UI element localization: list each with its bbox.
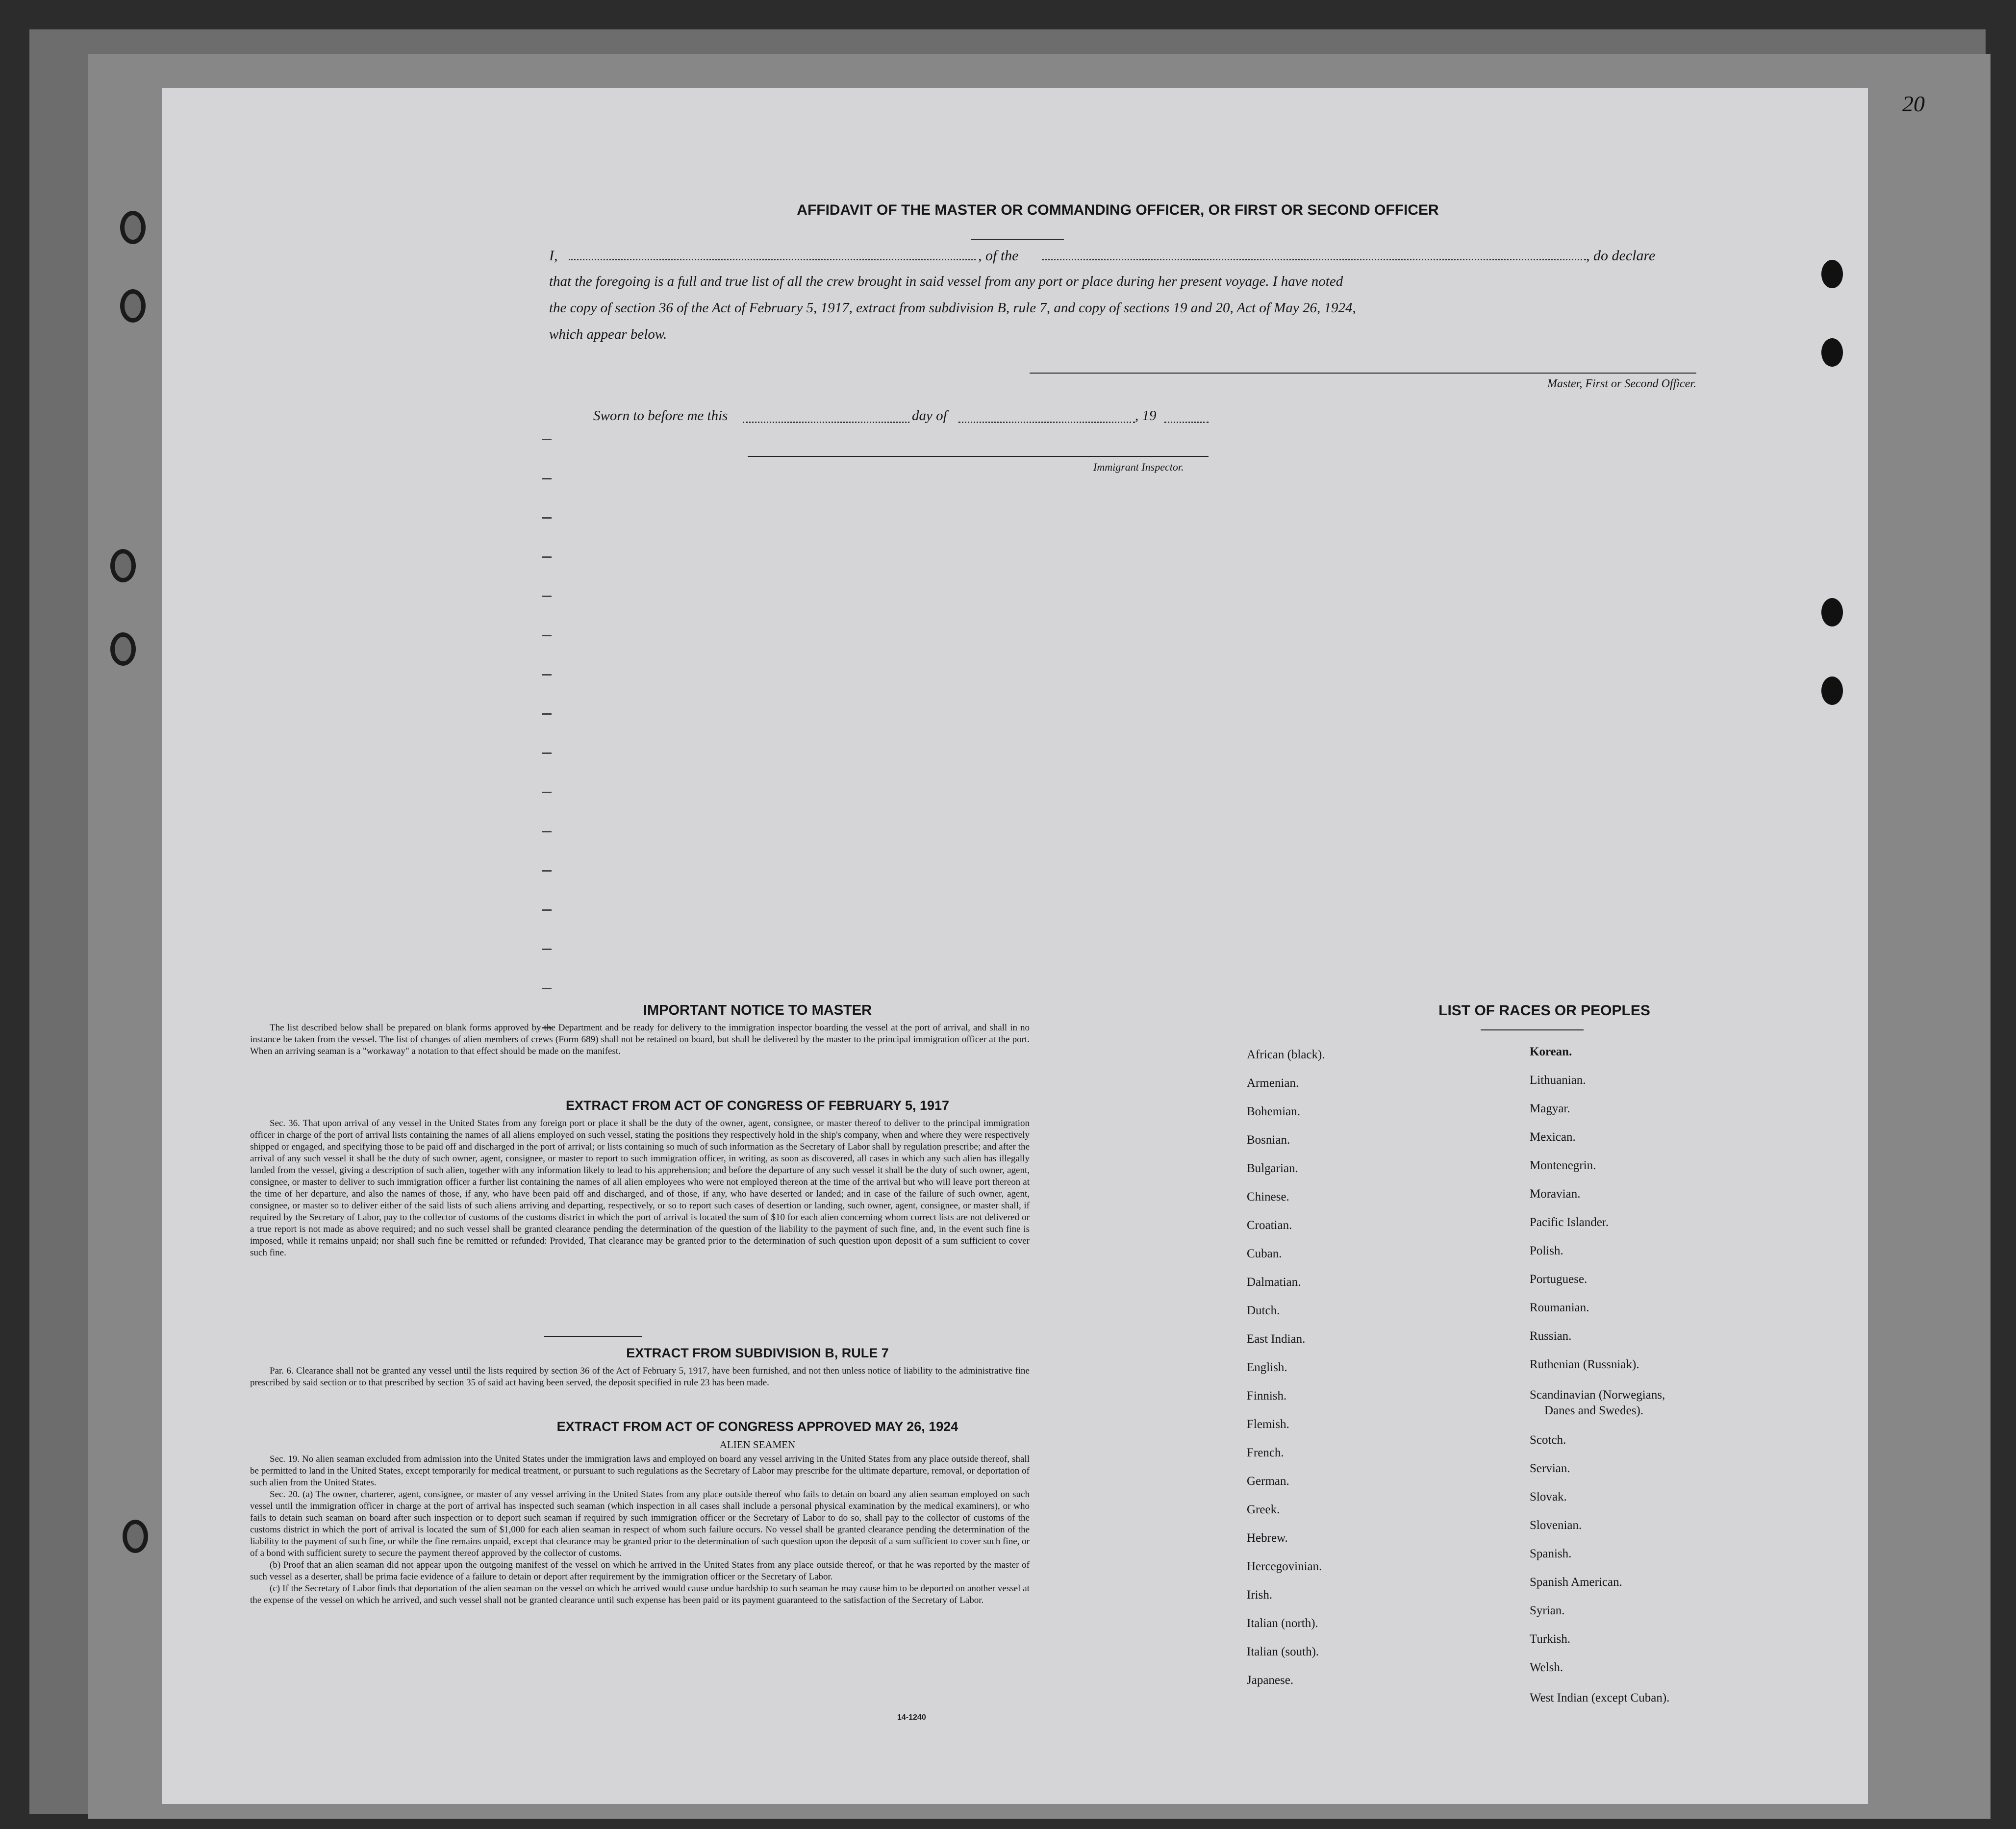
divider: [544, 1336, 642, 1337]
race-item: Bosnian.: [1247, 1133, 1290, 1147]
binder-hole: [120, 211, 146, 244]
extract-1917-title: EXTRACT FROM ACT OF CONGRESS OF FEBRUARY 5, 1917: [565, 1098, 950, 1113]
ledger-mark: [542, 870, 552, 872]
sworn-day-blank: [743, 422, 909, 423]
race-item: Korean.: [1530, 1045, 1572, 1058]
race-item: Polish.: [1530, 1244, 1563, 1257]
race-item: Roumanian.: [1530, 1301, 1589, 1314]
race-item: Chinese.: [1247, 1190, 1289, 1203]
race-item: Cuban.: [1247, 1247, 1282, 1260]
section-20b: (b) Proof that an alien seaman did not appear upon the outgoing manifest of the vessel on which he arrived in the United States from any place outside thereof, or that he was reported by the master of such vessel as a deserter, shall be prima facie evidence of a failure to detain or deport after requirement by the immigration officer or the Secretary of Labor.: [250, 1560, 1030, 1582]
extract-1917-body: Sec. 36. That upon arrival of any vessel in the United States from any foreign port or place it shall be the duty of the owner, agent, consignee, or master thereof to deliver to the principal immigration officer in charge of the port of arrival lists containing the names of all aliens employed on such vessel, stating the positions they respectively hold in the ship's company, when and where they were respectively shipped or engaged, and specifying those to be paid off and discharged in the port of arrival; or lists containing so much of such information as the Secretary of Labor shall by regulation prescribe; and after the arrival of any such vessel it shall be the duty of such owner, agent, consignee, or master to report to such immigration officer, in writing, as soon as discovered, all cases in which any such alien has illegally landed from the vessel, giving a description of such alien, together with any information likely to lead to his apprehension; and before the departure of any such vessel it shall be the duty of such owner, agent, consignee, or master to deliver to such immigration officer a further list containing the names of all alien employees who were not employed thereon at the time of the arrival but who will leave port thereon at the time of her departure, and also the names of those, if any, who have been paid off and discharged, and of those, if any, who have deserted or landed; and in case of the failure of such owner, agent, consignee, or master so to deliver either of the said lists of such aliens arriving and departing, respectively, or so to report such cases of desertion or landing, such owner, agent, consignee, or master shall, if required by the Secretary of Labor, pay to the collector of customs of the customs district in which the port of arrival is located the sum of $10 for each alien concerning whom correct lists are not delivered or a true report is not made as above required; and no such vessel shall be granted clearance pending the determination of the question of the liability to the payment of such fine, and, in the event such fine is imposed, while it remains unpaid; nor shall such fine be remitted or refunded: Provided, That clearance may be granted prior to the determination of such question upon deposit of a sum sufficient to cover such fine.: [250, 1118, 1030, 1258]
inspector-signature-line: [748, 456, 1209, 457]
rule7-body: Par. 6. Clearance shall not be granted any vessel until the lists required by section 36 of the Act of February 5, 1917, have been furnished, and not then unless notice of liability to the administrative fine prescribed by said section or to that prescribed by section 35 of said act having been served, the deposit specified in rule 23 has been made.: [250, 1366, 1030, 1388]
ledger-mark: [542, 439, 552, 440]
ledger-mark: [542, 635, 552, 636]
ledger-mark: [542, 713, 552, 715]
race-item: Armenian.: [1247, 1077, 1299, 1090]
binder-hole: [110, 632, 136, 666]
race-item: Mexican.: [1530, 1130, 1576, 1144]
affidavit-text-4: which appear below.: [549, 326, 667, 342]
ledger-mark: [542, 752, 552, 754]
sworn-label: Sworn to before me this: [593, 408, 728, 424]
race-item: Bohemian.: [1247, 1105, 1301, 1118]
race-item: Pacific Islander.: [1530, 1216, 1609, 1229]
binder-hole: [110, 549, 136, 582]
race-item: Slovenian.: [1530, 1519, 1582, 1532]
race-item: German.: [1247, 1475, 1289, 1488]
binder-hole: [120, 289, 146, 323]
manifest-page: [162, 88, 1868, 1804]
extract-1924-title: EXTRACT FROM ACT OF CONGRESS APPROVED MAY 26, 1924: [556, 1419, 958, 1434]
year-blank: [1164, 422, 1209, 423]
race-item: Moravian.: [1530, 1187, 1581, 1201]
name-blank: [569, 259, 976, 260]
race-item: Hercegovinian.: [1247, 1560, 1322, 1573]
race-item: Italian (south).: [1247, 1645, 1319, 1658]
ledger-mark: [542, 949, 552, 950]
extract-1924-body: [250, 1453, 1030, 1606]
inspector-caption: Immigrant Inspector.: [1093, 461, 1184, 473]
race-item: Irish.: [1247, 1588, 1273, 1602]
ledger-mark: [542, 556, 552, 558]
race-item: Russian.: [1530, 1329, 1572, 1343]
binder-hole: [123, 1520, 148, 1553]
year-label: , 19: [1135, 408, 1157, 424]
ledger-mark: [542, 596, 552, 597]
ledger-mark: [542, 478, 552, 479]
race-item: Flemish.: [1247, 1418, 1289, 1431]
month-blank: [958, 422, 1135, 423]
race-item: Ruthenian (Russniak).: [1530, 1358, 1639, 1371]
affidavit-title: AFFIDAVIT OF THE MASTER OR COMMANDING OFFICER, OR FIRST OR SECOND OFFICER: [797, 202, 1439, 218]
ledger-mark: [542, 831, 552, 832]
race-item: Hebrew.: [1247, 1531, 1288, 1545]
race-item: Scandinavian (Norwegians,: [1530, 1388, 1665, 1402]
divider: [1481, 1029, 1584, 1030]
race-item: Japanese.: [1247, 1674, 1294, 1687]
margin-note: 20: [1902, 91, 1925, 116]
notice-title: IMPORTANT NOTICE TO MASTER: [643, 1002, 872, 1018]
race-item: Slovak.: [1530, 1490, 1567, 1503]
vessel-blank: [1042, 259, 1586, 260]
race-item: Finnish.: [1247, 1389, 1287, 1403]
section-19: Sec. 19. No alien seaman excluded from admission into the United States under the immigration laws and employed on board any vessel arriving in the United States from any place outside thereof, shall be permitted to land in the United States, except temporarily for medical treatment, or pursuant to such regulations as the Secretary of Labor may prescribe for the ultimate departure, removal, or deportation of such alien from the United States.: [250, 1454, 1030, 1488]
races-title: LIST OF RACES OR PEOPLES: [1438, 1002, 1650, 1019]
ledger-mark: [542, 792, 552, 793]
ledger-mark: [542, 988, 552, 989]
race-item: Welsh.: [1530, 1661, 1563, 1674]
punch-hole: [1821, 260, 1843, 288]
race-item: Bulgarian.: [1247, 1162, 1298, 1175]
affidavit-text-2: that the foregoing is a full and true list of all the crew brought in said vessel from any port or place during her present voyage. I have noted: [549, 274, 1343, 289]
race-item: English.: [1247, 1361, 1287, 1374]
affidavit-do-declare: , do declare: [1586, 248, 1656, 264]
race-item: Danes and Swedes).: [1544, 1404, 1644, 1417]
ledger-mark: [542, 674, 552, 676]
race-item: Portuguese.: [1530, 1273, 1588, 1286]
race-item: Magyar.: [1530, 1102, 1570, 1115]
race-item: Lithuanian.: [1530, 1074, 1586, 1087]
race-item: Scotch.: [1530, 1433, 1566, 1447]
affidavit-of-the: , of the: [978, 248, 1019, 264]
race-item: Italian (north).: [1247, 1617, 1318, 1630]
punch-hole: [1821, 676, 1843, 705]
affidavit-i-label: I,: [549, 248, 558, 264]
race-item: East Indian.: [1247, 1332, 1306, 1346]
ledger-mark: [542, 909, 552, 911]
day-of-label: day of: [912, 408, 947, 424]
master-signature-line: [1030, 373, 1696, 374]
race-item: Dalmatian.: [1247, 1276, 1301, 1289]
master-signature-caption: Master, First or Second Officer.: [1547, 377, 1696, 390]
race-item: West Indian (except Cuban).: [1530, 1691, 1670, 1704]
section-20a: Sec. 20. (a) The owner, charterer, agent, consignee, or master of any vessel arriving in the United States from any place outside thereof who fails to detain on board any alien seaman employed on such vessel until the immigration officer in charge at the port of arrival has inspected such seaman (which inspection in all cases shall include a personal physical examination by the medical examiners), or who fails to detain such seaman on board after such inspection or to deport such seaman if required by such immigration officer or the Secretary of Labor to do so, shall pay to the collector of customs of the customs district in which the port of arrival is located the sum of $1,000 for each alien seaman in respect of whom such failure occurs. No vessel shall be granted clearance pending the determination of the liability to the payment of such fine, or while the fine remains unpaid, except that clearance may be granted prior to the determination of such question upon the deposit of a sum sufficient to cover such fine, or of a bond with sufficient surety to secure the payment thereof approved by the collector of customs.: [250, 1489, 1030, 1558]
race-item: French.: [1247, 1446, 1284, 1459]
race-item: Montenegrin.: [1530, 1159, 1596, 1172]
notice-body: The list described below shall be prepared on blank forms approved by the Department and be ready for delivery to the immigration inspector boarding the vessel at the port of arrival, and shall in no instance be taken from the vessel. The list of changes of alien members of crews (Form 689) shall not be retained on board, but shall be delivered by the master to the principal immigration officer at the port. When an arriving seaman is a "workaway" a notation to that effect should be made on the manifest.: [250, 1023, 1030, 1056]
form-number: 14-1240: [897, 1713, 926, 1722]
ledger-mark: [542, 517, 552, 519]
race-item: Spanish American.: [1530, 1576, 1622, 1589]
race-item: Turkish.: [1530, 1632, 1571, 1646]
race-item: Dutch.: [1247, 1304, 1280, 1317]
race-item: Syrian.: [1530, 1604, 1565, 1617]
race-item: Spanish.: [1530, 1547, 1572, 1560]
section-20c: (c) If the Secretary of Labor finds that deportation of the alien seaman on the vessel on which he arrived would cause undue hardship to such seaman he may cause him to be deported on another vessel at the expense of the vessel on which he arrived, and such vessel shall not be granted clearance until such expense has been paid or its payment guaranteed to the satisfaction of the Secretary of Labor.: [250, 1583, 1030, 1605]
affidavit-text-3: the copy of section 36 of the Act of February 5, 1917, extract from subdivision B, rule 7, and copy of sections 19 and 20, Act of May 26, 1924,: [549, 300, 1356, 316]
race-item: African (black).: [1247, 1048, 1325, 1061]
race-item: Greek.: [1247, 1503, 1280, 1516]
race-item: Croatian.: [1247, 1219, 1292, 1232]
rule7-title: EXTRACT FROM SUBDIVISION B, RULE 7: [626, 1346, 889, 1360]
race-item: Servian.: [1530, 1462, 1570, 1475]
divider: [971, 239, 1064, 240]
punch-hole: [1821, 338, 1843, 367]
alien-seamen-subtitle: ALIEN SEAMEN: [719, 1439, 796, 1451]
punch-hole: [1821, 598, 1843, 626]
